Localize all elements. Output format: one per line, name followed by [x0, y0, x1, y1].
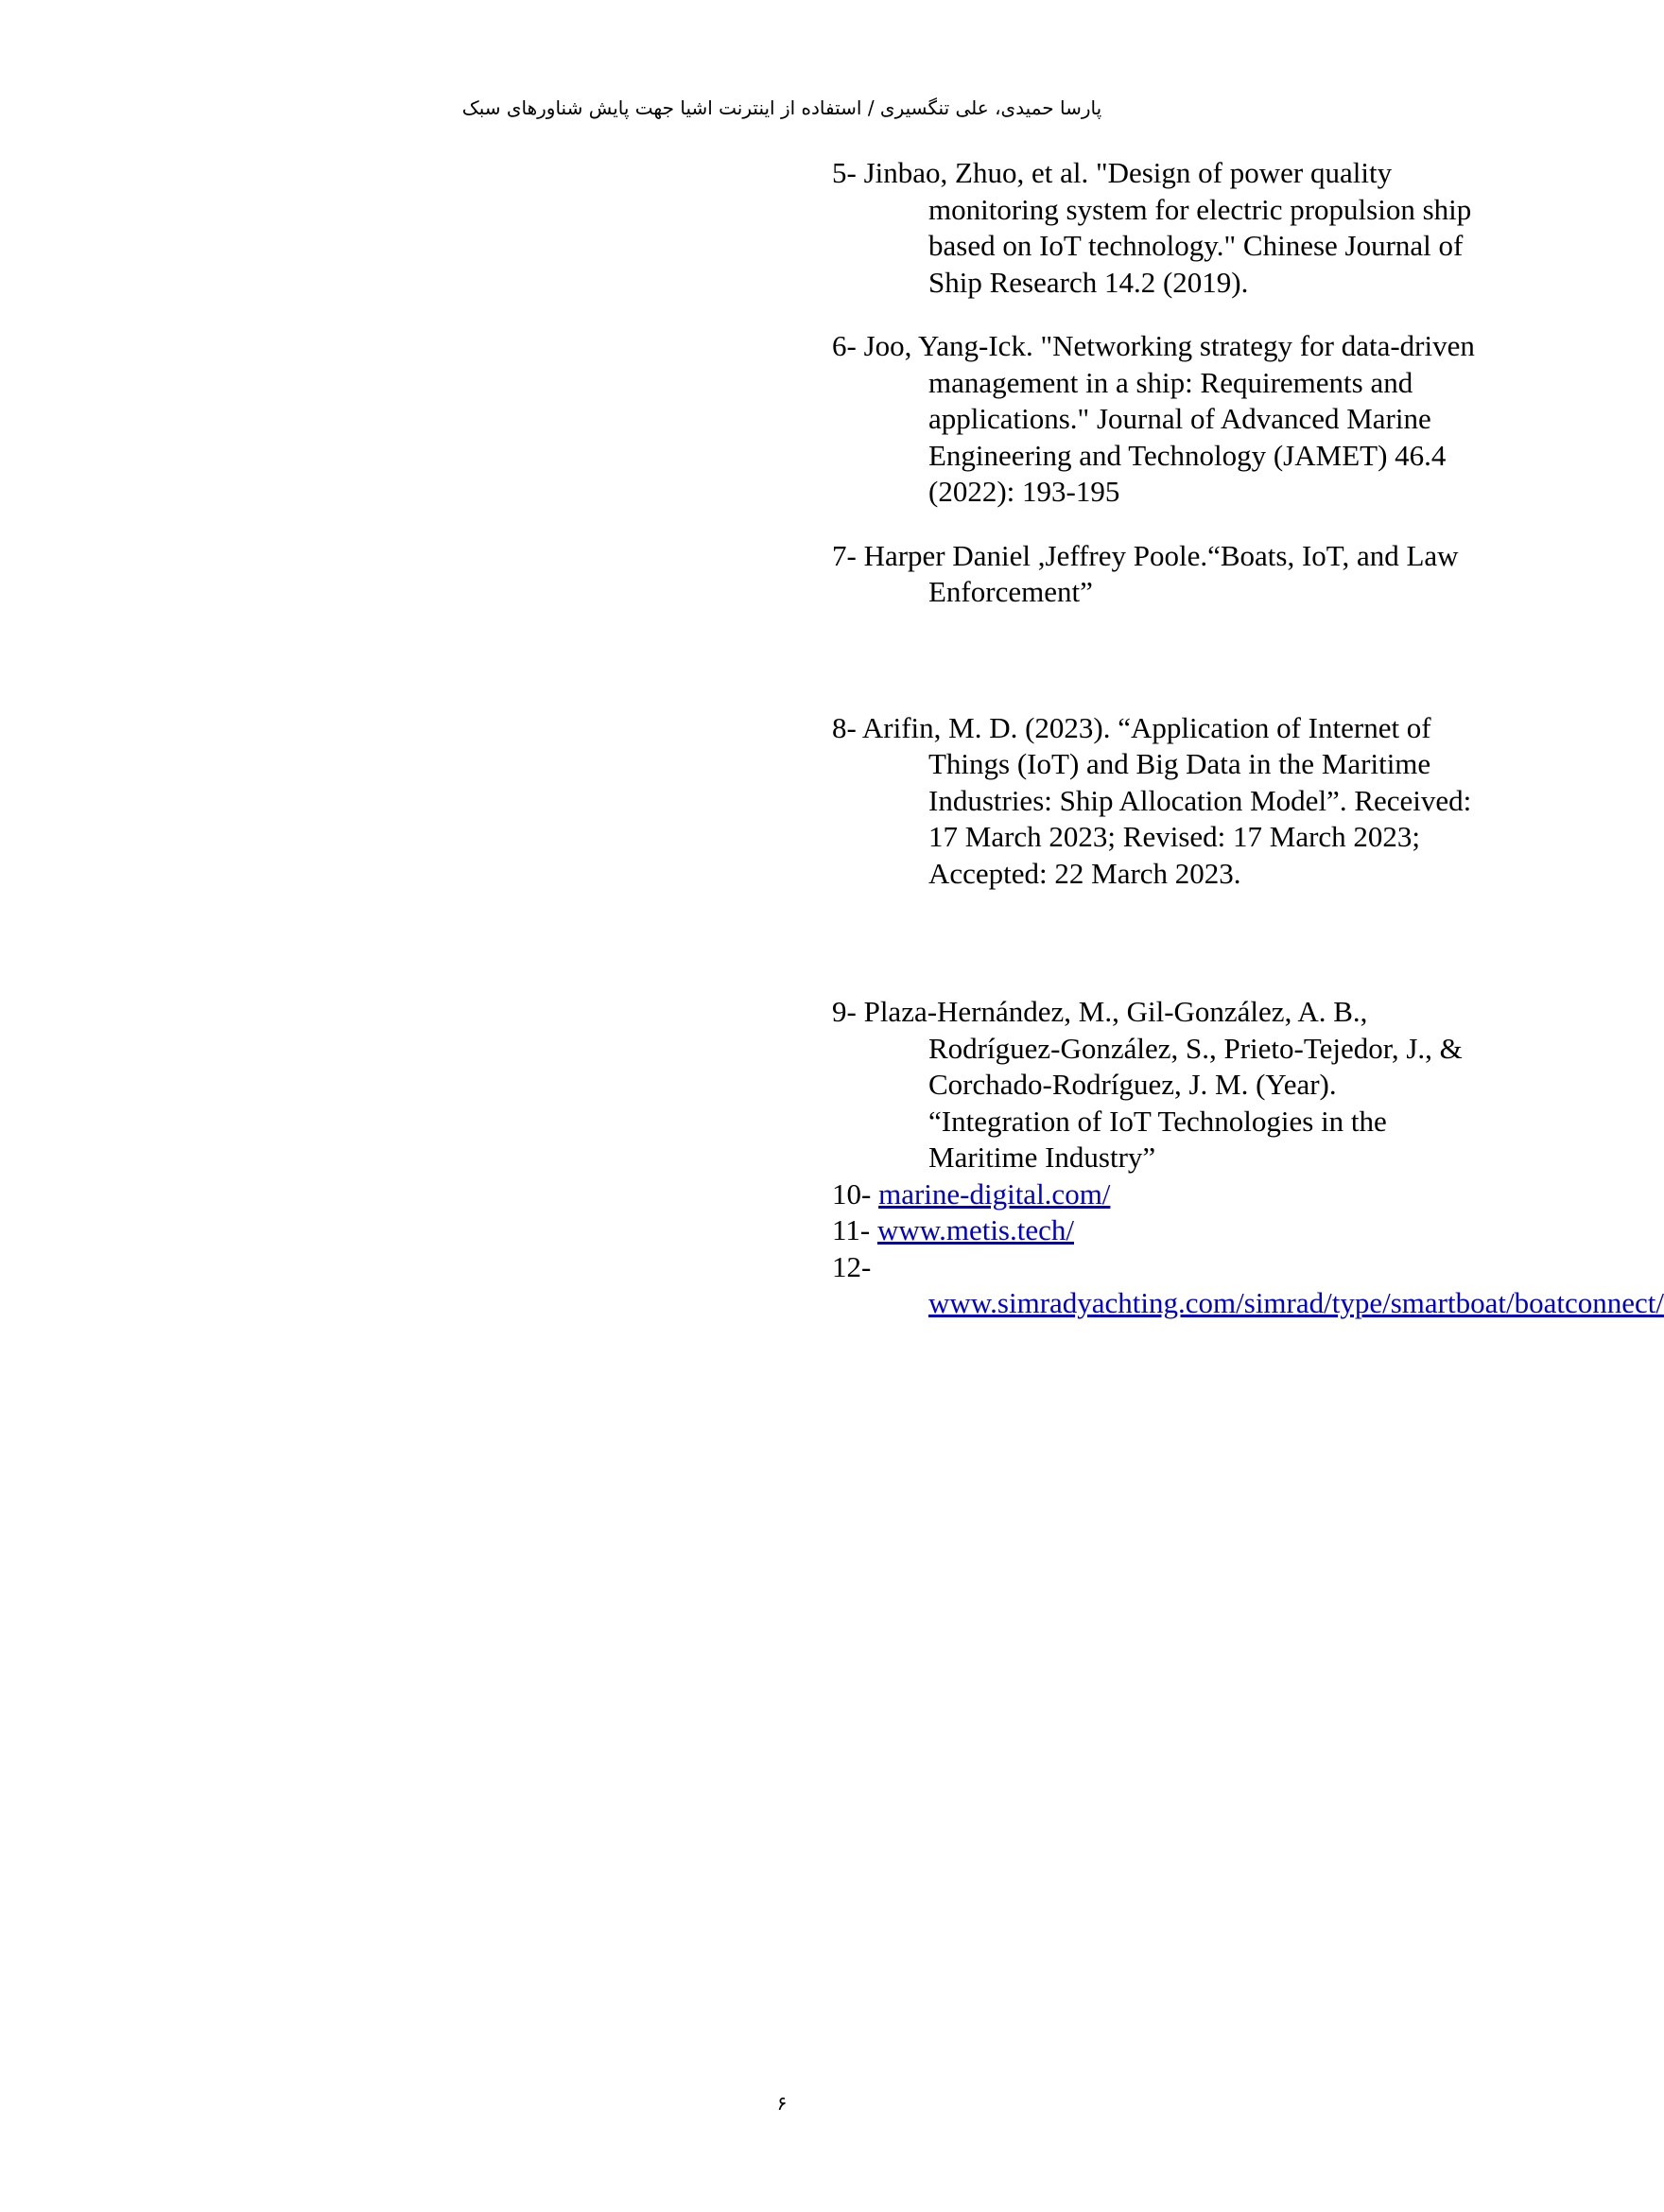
reference-list [832, 155, 1664, 1322]
reference-item-5 [832, 155, 1475, 301]
reference-item-8 [832, 710, 1475, 893]
page-number: ۶ [776, 2092, 788, 2115]
reference-link-marine-digital[interactable]: marine-digital.com/ [878, 1176, 1111, 1211]
reference-text: Harper Daniel ,Jeffrey Poole.“Boats, IoT, and Law Enforcement” [863, 538, 1459, 608]
running-header: پارسا حمیدی، علی تنگسیری / استفاده از اینترنت اشیا جهت پایش شناورهای سبک [461, 96, 1102, 119]
reference-number: 11- [832, 1213, 877, 1246]
reference-text: Arifin, M. D. (2023). “Application of Internet of Things (IoT) and Big Data in the Maritime Industries: Ship Allocation Model”. Received: 17 March 2023; Revised: 17 March 2023; Accepted: 22 March 2023. [861, 710, 1472, 890]
reference-text: Jinbao, Zhuo, et al. "Design of power quality monitoring system for electric propulsion ship based on IoT technology." Chinese Journal of Ship Research 14.2 (2019). [863, 156, 1472, 299]
reference-number: 12- [832, 1249, 872, 1283]
reference-item-9 [832, 994, 1475, 1176]
reference-number: 5- [832, 156, 864, 189]
reference-link-metis[interactable]: www.metis.tech/ [876, 1213, 1074, 1246]
reference-item-6 [832, 328, 1475, 511]
reference-number: 7- [832, 538, 864, 572]
reference-item-10 [832, 1176, 1475, 1213]
reference-text: Joo, Yang-Ick. "Networking strategy for data-driven management in a ship: Requirements and applications." Journal of Advanced Marine Engineering and Technology (JAMET) 46.4 (2022): 193-195 [863, 329, 1475, 508]
reference-text: Plaza-Hernández, M., Gil-González, A. B., Rodríguez-González, S., Prieto-Tejedor, J., & Corchado-Rodríguez, J. M. (Year). “Integration of IoT Technologies in the Maritime Industry” [863, 995, 1463, 1174]
reference-item-11 [832, 1212, 1475, 1249]
reference-number: 9- [832, 995, 864, 1028]
reference-number: 10- [832, 1176, 879, 1211]
reference-number: 8- [832, 710, 862, 744]
reference-number: 6- [832, 329, 864, 362]
reference-link-simrad[interactable]: www.simradyachting.com/simrad/type/smartboat/boatconnect/ [928, 1286, 1664, 1319]
reference-item-7 [832, 538, 1475, 611]
reference-item-12 [832, 1249, 1664, 1322]
